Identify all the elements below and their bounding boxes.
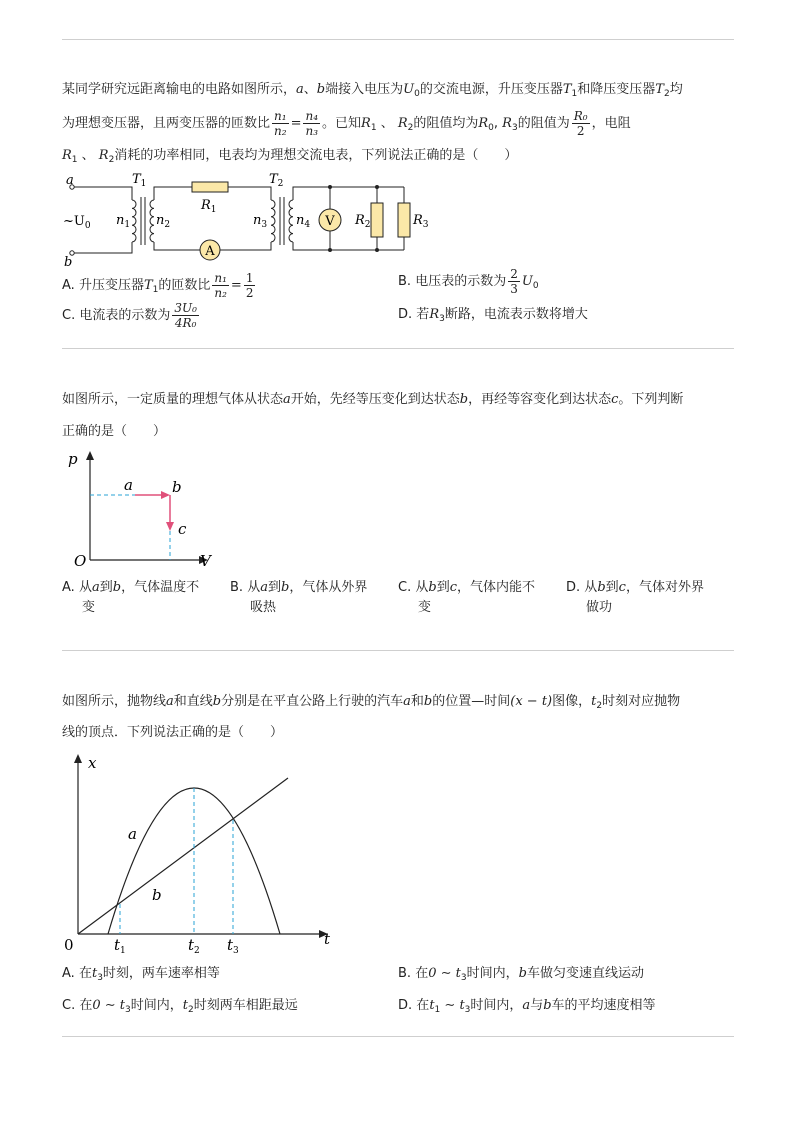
q3-option-a[interactable]: A. 在$t_3$时刻，两车速率相等 <box>62 966 220 983</box>
xt-graph <box>60 750 340 955</box>
resistor-r3 <box>398 203 410 237</box>
ammeter-label: A <box>205 244 215 259</box>
turns-ratio-fraction-2: $\frac{\text{n₄}}{\text{n₃}}$ <box>305 109 319 138</box>
label-r1: $R_1$ <box>201 198 217 215</box>
label-r2: $R_2$ <box>355 213 371 230</box>
label-state-b: b <box>172 478 182 496</box>
q1-option-d[interactable]: D. 若$R_3$断路，电流表示数将增大 <box>398 307 588 324</box>
q2-option-a[interactable]: A. 从a到b，气体温度不 变 <box>62 580 200 615</box>
label-b: b <box>64 255 73 270</box>
q2-option-c[interactable]: C. 从b到c，气体内能不 变 <box>398 580 536 615</box>
label-p: p <box>68 450 78 468</box>
t1-secondary-coil <box>150 200 154 242</box>
q3-stem-line2: 线的顶点．下列说法正确的是（ ） <box>62 725 284 740</box>
t2-primary-coil <box>271 200 275 242</box>
q1-stem-line2: 为理想变压器，且两变压器的匝数比 $\frac{\text{n₁}}{\text{n₂}}$ = $\frac{\text{n₄}}{\text{n₃}}$ 。已知$R_1$ 、 $R_2$的阻值均为$R_0$, $R_3$的阻值为 $\frac{\text{R₀}}{2}$ ，电阻 <box>62 109 631 138</box>
t2-secondary-coil <box>289 200 293 242</box>
pv-graph <box>60 448 230 573</box>
label-t3: $t_3$ <box>227 936 239 956</box>
q2-option-b[interactable]: B. 从a到b，气体从外界 吸热 <box>230 580 368 615</box>
q1-stem-line1: 某同学研究远距离输电的电路如图所示，a、b端接入电压为$U_0$的交流电源，升压变压器$T_1$和降压变压器$T_2$均 <box>62 82 683 99</box>
resistor-r1 <box>192 182 228 192</box>
q2-option-d[interactable]: D. 从b到c，气体对外界 做功 <box>566 580 704 615</box>
circuit-diagram <box>60 170 440 270</box>
separator-top <box>62 39 734 40</box>
label-n3: $n_3$ <box>253 213 268 230</box>
q1-option-c[interactable]: C. 电流表的示数为 $\frac{\text{3U₀}}{\text{4R₀}}$ <box>62 301 197 330</box>
q3-option-b[interactable]: B. 在0 ∼ $t_3$时间内，b车做匀变速直线运动 <box>398 966 644 983</box>
q1-option-b[interactable]: B. 电压表的示数为 $\frac{2}{3}$ $U_0$ <box>398 267 539 296</box>
q3-stem-line1: 如图所示，抛物线a和直线b分别是在平直公路上行驶的汽车a和b的位置—时间(x − t)图像，$t_2$时刻对应抛物 <box>62 694 681 711</box>
label-n2: $n_2$ <box>156 213 171 230</box>
label-a: a <box>66 173 74 188</box>
resistor-r2 <box>371 203 383 237</box>
label-n4: $n_4$ <box>296 213 311 230</box>
t1-primary-coil <box>132 200 136 242</box>
label-t2: $t_2$ <box>188 936 200 956</box>
label-t2: $T_2$ <box>269 172 284 189</box>
q2-stem-line2: 正确的是（ ） <box>62 424 167 439</box>
label-r3: $R_3$ <box>413 213 429 230</box>
voltmeter-label: V <box>325 214 335 229</box>
turns-ratio-fraction: $\frac{\text{n₁}}{\text{n₂}}$ <box>274 109 287 138</box>
label-state-a: a <box>124 476 133 494</box>
label-origin: 0 <box>64 936 74 954</box>
label-n1: $n_1$ <box>116 213 131 230</box>
label-t1: $t_1$ <box>114 936 126 956</box>
q2-stem-line1: 如图所示，一定质量的理想气体从状态a开始，先经等压变化到达状态b，再经等容变化到达状态c。下列判断 <box>62 392 684 407</box>
label-state-c: c <box>178 520 187 538</box>
label-curve-a: a <box>128 825 137 843</box>
label-line-b: b <box>152 886 162 904</box>
label-t1: $T_1$ <box>132 172 147 189</box>
label-origin: O <box>74 552 87 570</box>
separator-q1-q2 <box>62 348 734 349</box>
q3-option-c[interactable]: C. 在0 ∼ $t_3$时间内，$t_2$时刻两车相距最远 <box>62 998 298 1015</box>
label-x: x <box>88 754 97 772</box>
q1-option-a[interactable]: A. 升压变压器$T_1$的匝数比 $\frac{\text{n₁}}{\text{n₂}}$ = $\frac{1}{2}$ <box>62 271 254 300</box>
label-u0: $\sim U_0$ <box>63 214 91 231</box>
r3-fraction: $\frac{\text{R₀}}{2}$ <box>573 109 588 138</box>
q3-option-d[interactable]: D. 在$t_1$ ∼ $t_3$时间内，a与b车的平均速度相等 <box>398 998 656 1015</box>
line-b <box>78 778 288 934</box>
separator-q2-q3 <box>62 650 734 651</box>
label-t: t <box>324 930 331 948</box>
label-v: V <box>200 552 211 570</box>
separator-bottom <box>62 1036 734 1037</box>
q1-stem-line3: $R_1$ 、 $R_2$消耗的功率相同，电表均为理想交流电表，下列说法正确的是（ ） <box>62 148 518 165</box>
